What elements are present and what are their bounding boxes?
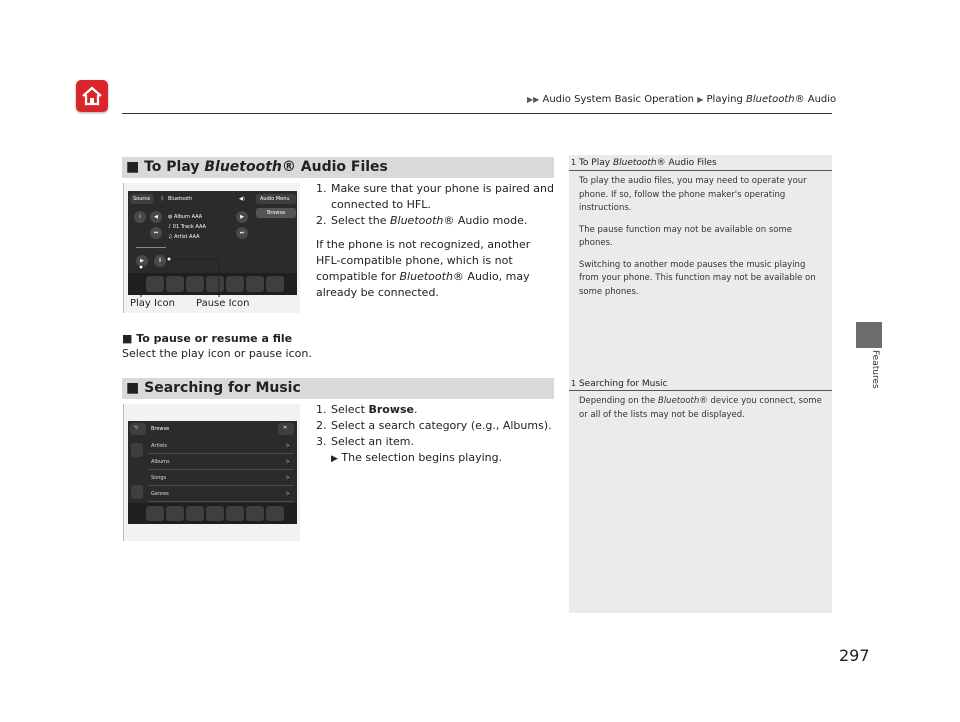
- step-text-pre: Select: [331, 403, 369, 416]
- section-title: Searching for Music: [144, 380, 301, 396]
- subheading-text: To pause or resume a file: [136, 332, 293, 345]
- seat-heat-right-icon: [266, 276, 284, 292]
- step-item: [316, 213, 554, 229]
- note-marker-icon: 1: [571, 158, 577, 167]
- breadcrumb-item-audio-basic[interactable]: Audio System Basic Operation: [542, 94, 694, 105]
- chevron-right-icon: >: [285, 443, 290, 449]
- note-body-search-music: [579, 395, 827, 422]
- browse-row-artists: [148, 439, 294, 454]
- scroll-up-icon: [131, 443, 143, 457]
- step-number: 3.: [316, 435, 327, 448]
- pause-resume-text: Select the play icon or pause icon.: [122, 347, 312, 360]
- chevron-right-icon: >: [285, 459, 290, 465]
- step-item: [316, 181, 554, 213]
- artist-text: ♫ Artist AAA: [168, 234, 200, 240]
- row-label: Genres: [151, 491, 169, 497]
- note-body-play-bluetooth: [579, 175, 827, 299]
- result-text: The selection begins playing.: [341, 451, 503, 464]
- volume-icon: ◀): [239, 196, 245, 202]
- note-body-post: ® device you connect, some or all of the lists may not be displayed.: [579, 396, 822, 420]
- scroll-down-icon: [131, 485, 143, 499]
- compat-text-post: ® Audio, may already be connected.: [316, 270, 530, 299]
- note-marker-icon: 1: [571, 379, 577, 388]
- page-number: 297: [839, 646, 870, 665]
- album-text: ◍ Album AAA: [168, 214, 203, 220]
- row-label: Artists: [151, 443, 167, 449]
- step-text-pre: Select the: [331, 214, 390, 227]
- section-marker: ■: [126, 380, 140, 396]
- chapter-tab-label: Features: [870, 350, 880, 389]
- compat-text-pre: If the phone is not recognized, another HFL-compatible phone, which is not compatible for: [316, 238, 531, 283]
- step-item: [316, 418, 554, 434]
- browse-row-songs: [148, 471, 294, 486]
- play-icon[interactable]: ▶: [136, 255, 148, 267]
- track-text: ♪ 01 Track AAA: [168, 224, 206, 230]
- step-text: Make sure that your phone is paired and connected to HFL.: [331, 182, 554, 211]
- chevron-right-icon: >: [285, 475, 290, 481]
- note-head-post: ® Audio Files: [656, 158, 717, 168]
- note-body-italic: Bluetooth: [657, 396, 700, 406]
- album-name: Album AAA: [173, 214, 203, 220]
- section-title-post: ® Audio Files: [281, 159, 388, 175]
- subheading-marker: ■: [122, 332, 133, 345]
- note-heading-search-music: [571, 379, 668, 389]
- breadcrumb-arrow-icon: ▶▶: [527, 95, 540, 104]
- screen-bt-title: Bluetooth: [168, 196, 193, 202]
- section-marker: ■: [126, 159, 140, 175]
- result-arrow-icon: ▶: [331, 454, 338, 464]
- screen-audio-menu: Audio Menu: [260, 196, 290, 202]
- section1-steps: [316, 181, 554, 301]
- note-head-italic: Bluetooth: [612, 158, 657, 168]
- note-heading-play-bluetooth: [571, 158, 717, 168]
- browse-title: Browse: [151, 426, 170, 432]
- skip-back-icon: ⏮: [150, 227, 162, 239]
- note-head-pre: To Play: [578, 158, 613, 168]
- chevron-right-icon: >: [285, 491, 290, 497]
- note-rule: [569, 170, 832, 171]
- header-rule: [122, 113, 832, 114]
- note-body-pre: Depending on the: [579, 396, 658, 406]
- note-head-text: Searching for Music: [578, 379, 668, 389]
- step-number: 2.: [316, 214, 327, 227]
- section-heading-search-music: [122, 378, 554, 399]
- step-number: 2.: [316, 419, 327, 432]
- back-arrow-icon: ⮌: [134, 425, 139, 431]
- info-icon: i: [134, 211, 146, 223]
- artist-name: Artist AAA: [174, 234, 200, 240]
- breadcrumb-item-playing: Playing: [706, 94, 747, 105]
- bluetooth-icon: ᛒ: [161, 196, 165, 202]
- chapter-tab-marker[interactable]: [856, 322, 882, 348]
- breadcrumb-item-bluetooth: Bluetooth: [746, 94, 795, 105]
- note-paragraph: The pause function may not be available on some phones.: [579, 224, 792, 248]
- step-result: [316, 450, 554, 467]
- prev-folder-icon: ◀: [150, 211, 162, 223]
- home-icon[interactable]: [76, 80, 108, 112]
- next-folder-icon: ▶: [236, 211, 248, 223]
- step-text-bold: Browse: [368, 403, 414, 416]
- step-item: [316, 402, 554, 418]
- step-text: Select a search category (e.g., Albums).: [331, 419, 552, 432]
- pause-icon[interactable]: II: [154, 255, 166, 267]
- row-label: Songs: [151, 475, 167, 481]
- note-rule: [569, 390, 832, 391]
- step-text: Select an item.: [331, 435, 414, 448]
- section-title-pre: To Play: [144, 159, 205, 175]
- track-name: 01 Track AAA: [172, 224, 206, 230]
- step-item: [316, 434, 554, 450]
- compat-text-italic: Bluetooth: [399, 270, 453, 283]
- section2-steps: [316, 402, 554, 467]
- section-heading-play-bluetooth: [122, 157, 554, 178]
- pause-icon-label: Pause Icon: [196, 298, 250, 309]
- step-text-post: ® Audio mode.: [443, 214, 528, 227]
- note-paragraph: To play the audio files, you may need to operate your phone. If so, follow the phone maker's operating instructions.: [579, 176, 807, 213]
- browse-row-albums: [148, 455, 294, 470]
- screen-browse: Browse: [267, 210, 286, 216]
- step-number: 1.: [316, 403, 327, 416]
- browse-row-genres: [148, 487, 294, 502]
- row-label: Albums: [151, 459, 170, 465]
- subheading-pause-resume: [122, 331, 292, 347]
- browse-screen: [128, 421, 297, 524]
- progress-bar: [136, 247, 166, 248]
- close-icon: ✕: [283, 425, 288, 431]
- step-text-italic: Bluetooth: [389, 214, 444, 227]
- section-title-italic: Bluetooth: [204, 159, 282, 175]
- skip-forward-icon: ⏭: [236, 227, 248, 239]
- compat-paragraph: [316, 237, 554, 301]
- breadcrumb: [527, 94, 836, 105]
- breadcrumb-item-audio: ® Audio: [794, 94, 837, 105]
- play-icon-label: Play Icon: [130, 298, 175, 309]
- step-number: 1.: [316, 182, 327, 195]
- step-text-post: .: [413, 403, 418, 416]
- note-paragraph: Switching to another mode pauses the music playing from your phone. This function may not be available on some phones.: [579, 259, 816, 297]
- breadcrumb-arrow-icon: ▶: [697, 95, 704, 104]
- screen-source-label: Source: [133, 196, 151, 202]
